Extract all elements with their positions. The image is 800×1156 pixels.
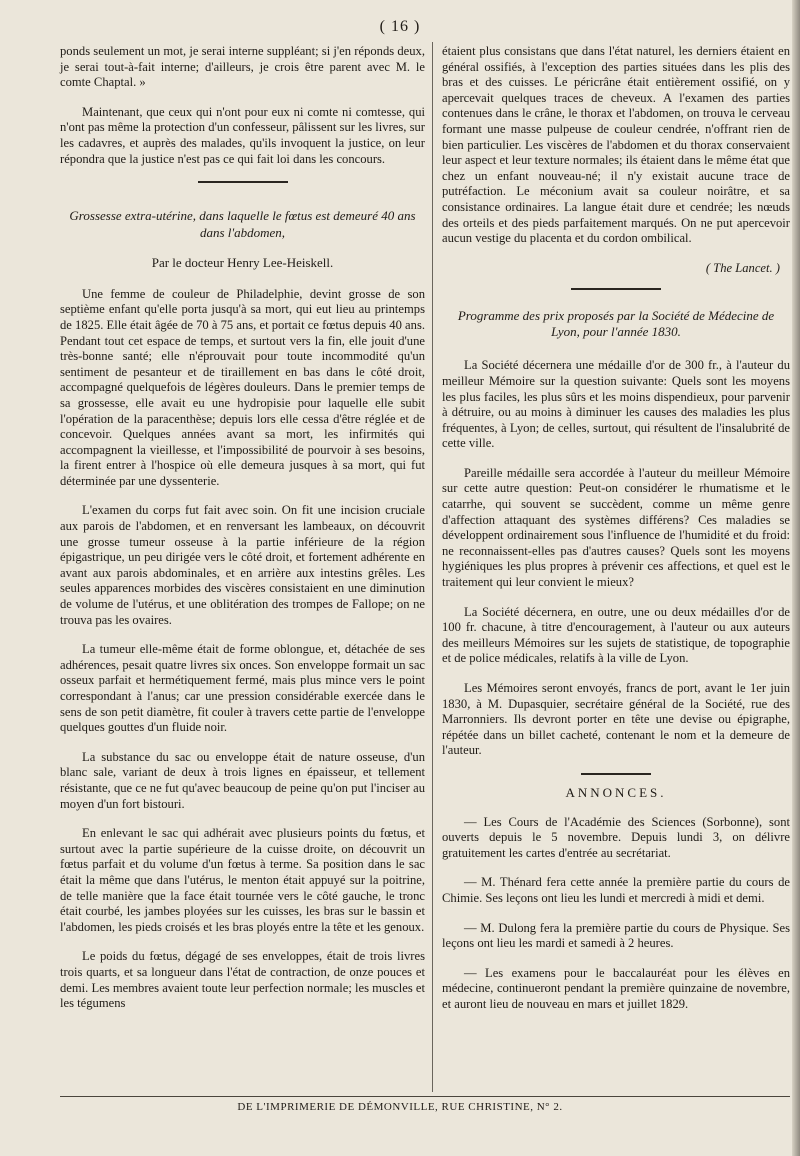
programme-heading: Programme des prix proposés par la Société de Médecine de Lyon, pour l'année 1830. (457, 308, 775, 340)
separator-ornament (581, 773, 651, 775)
paragraph: ponds seulement un mot, je serai interne suppléant; si j'en réponds deux, je serai tout-à-fait interne; d'ailleurs, je crois être parent avec M. le comte Chaptal. » (60, 44, 425, 90)
paragraph: La Société décernera une médaille d'or de 300 fr., à l'auteur du meilleur Mémoire sur la question suivante: Quels sont les moyens les plus faciles, les plus sûrs et les moins dispendieux, pour parvenir à détruire, ou au moins à diminuer les causes des maladies les plus fréquentes, à Lyon; de celles, surtout, qui résultent de l'insalubrité de cette ville. (442, 358, 790, 451)
separator-rule (198, 181, 288, 183)
paragraph: La tumeur elle-même était de forme oblongue, et, détachée de ses adhérences, pesait quatre livres six onces. Son enveloppe formait un sac osseux parfait et hermétiquement fermé, mais plus mince vers le point correspondant à l'anus; car une pression considérable exercée dans le sens de son petit diamètre, fit couler à travers cette partie de l'enveloppe quelques gouttes d'un fluide noir. (60, 642, 425, 735)
paragraph: Une femme de couleur de Philadelphie, devint grosse de son septième enfant qu'elle porta jusqu'à sa mort, qui eut lieu au printemps de 1825. Elle était âgée de 70 à 75 ans, et portait ce fœtus depuis 40 ans. Pendant tout cet espace de temps, et surtout vers la fin, elle jouit d'une très-bonne santé; elle n'éprouvait pour toute incommodité qu'un sentiment de pesanteur et de tiraillement en bas dans le côté droit, accompagné quelquefois de légères douleurs. Dans le premier temps de sa grossesse, elle avait eu une hydropisie pour laquelle elle subit l'opération de la paracenthèse; depuis lors elle cessa d'être réglée et de concevoir. Quelques années avant sa mort, les infirmités qui accompagnent la vieillesse, et l'impossibilité de pourvoir à ses besoins, la firent entrer à l'hospice où elle demeura jusques à sa mort, qui fut déterminée par une dyssenterie. (60, 286, 425, 488)
annonces-heading: ANNONCES. (565, 784, 667, 800)
announcement: — Les Cours de l'Académie des Sciences (Sorbonne), sont ouverts depuis le 5 novembre. Depuis lundi 3, on délivre gratuitement les cartes d'entrée au secrétariat. (442, 814, 790, 860)
column-divider (432, 42, 433, 1092)
left-column (60, 44, 425, 1026)
announcement: — M. Thénard fera cette année la première partie du cours de Chimie. Ses leçons ont lieu les lundi et mercredi à midi et demi. (442, 875, 790, 905)
article-author: Par le docteur Henry Lee-Heiskell. (151, 255, 334, 271)
paragraph: étaient plus consistans que dans l'état naturel, les derniers étaient en général ossifiés, à l'exception des parties situées dans les plis des bras et des cuisses. Le péricrâne était entièrement ossifié, on y apercevait quelques traces de cheveux. A l'examen des parties contenues dans le crâne, le thorax et l'abdomen, on trouva le cerveau formant une masse pulpeuse de couleur cendrée, n'offrant rien de bien particulier. Les viscères de l'abdomen et du thorax conservaient leur aspect et leur texture normales; ils étaient dans le même état que chez un enfant nouveau-né; il n'y existait aucune trace de putréfaction. Le méconium avait sa couleur noirâtre, et sa consistance ordinaires. La langue était dure et cendrée; les nœuds des orteils et des pieds parfaitement marqués. On ne put apercevoir aucun vestige du placenta et du cordon ombilical. (442, 44, 790, 246)
paragraph: L'examen du corps fut fait avec soin. On fit une incision cruciale aux parois de l'abdomen, et en renversant les lambeaux, on découvrit une grosse tumeur osseuse à la partie inférieure de la région épigastrique, un peu dirigée vers le côté droit, et fortement adhérente en avant aux parois abdominales, et en arrière aux intestins grêles. Les seules apparences morbides des viscères consistaient en une diminution de volume de l'utérus, et une oblitération des trompes de Fallope; on ne trouva pas les ovaires. (60, 503, 425, 627)
paragraph: Pareille médaille sera accordée à l'auteur du meilleur Mémoire sur cette autre question: Peut-on considérer le rhumatisme et le catarrhe, qui souvent se succèdent, comme un même genre d'affection attaquant des systèmes différens? Ces maladies se développent ordinairement sous l'influence de l'humidité et du froid: ne reconnaissent-elles pas d'autres causes? Quels sont les moyens hygiéniques les plus propres à prévenir ces affections, et quel est le traitement qui leur convient le mieux? (442, 465, 790, 590)
page-edge-shadow (792, 0, 800, 1156)
paragraph: Les Mémoires seront envoyés, francs de port, avant le 1er juin 1830, à M. Dupasquier, secrétaire général de la Société, rue des Marronniers. Ils devront porter en tête une devise ou épigraphe, répétée dans un billet cacheté, contenant le nom et la demeure de l'auteur. (442, 681, 790, 758)
paragraph: Maintenant, que ceux qui n'ont pour eux ni comte ni comtesse, qui n'ont pas même la protection d'un confesseur, pâlissent sur les livres, sur les cadavres, et auprès des malades, qu'ils invoquent la justice, on leur répondra que la justice n'est pas ce qui fait loi dans les concours. (60, 104, 425, 166)
right-column (442, 44, 790, 1027)
article-title: Grossesse extra-utérine, dans laquelle le fœtus est demeuré 40 ans dans l'abdomen, (69, 208, 416, 241)
article-source: ( The Lancet. ) (705, 260, 780, 275)
paragraph: La Société décernera, en outre, une ou deux médailles d'or de 100 fr. chacune, à titre d'encouragement, à l'auteur ou aux auteurs des meilleurs Mémoires sur les sujets de statistique, de topographie et de police médicales, relatifs à la ville de Lyon. (442, 604, 790, 666)
footer-rule (60, 1096, 790, 1097)
paragraph: En enlevant le sac qui adhérait avec plusieurs points du fœtus, et surtout avec la partie supérieure de la cuisse droite, on découvrit un fœtus parfait et du volume d'un fœtus à terme. Sa position dans le sac était la même que dans l'utérus, le menton était appuyé sur la poitrine, de telle manière que la face était tournée vers le côté gauche, le tronc était courbé, les jambes ployées sur les cuisses, les bras sur le bassin et l'abdomen, les pieds croisés et les bras ployés entre la tête et les genoux. (60, 826, 425, 934)
page-number: ( 16 ) (379, 18, 421, 35)
separator-rule (571, 288, 661, 290)
paragraph: La substance du sac ou enveloppe était de nature osseuse, d'un blanc sale, variant de deux à trois lignes en épaisseur, et tellement résistante, que ce ne fut qu'avec beaucoup de peine qu'on put l'inciser au moyen d'un fort bistouri. (60, 749, 425, 811)
announcement: — M. Dulong fera la première partie du cours de Physique. Ses leçons ont lieu les mardi et samedi à 2 heures. (442, 920, 790, 951)
paragraph: Le poids du fœtus, dégagé de ses enveloppes, était de trois livres trois quarts, et sa longueur dans l'état de contraction, de onze pouces et demi. Les membres avaient toute leur perfection normale; les muscles et les tégumens (60, 949, 425, 1011)
announcement: — Les examens pour le baccalauréat pour les élèves en médecine, continueront pendant la première quinzaine de novembre, et auront lieu de nouveau en mars et juillet 1829. (442, 965, 790, 1011)
printer-imprint: DE L'IMPRIMERIE DE DÉMONVILLE, RUE CHRISTINE, N° 2. (237, 1101, 563, 1113)
